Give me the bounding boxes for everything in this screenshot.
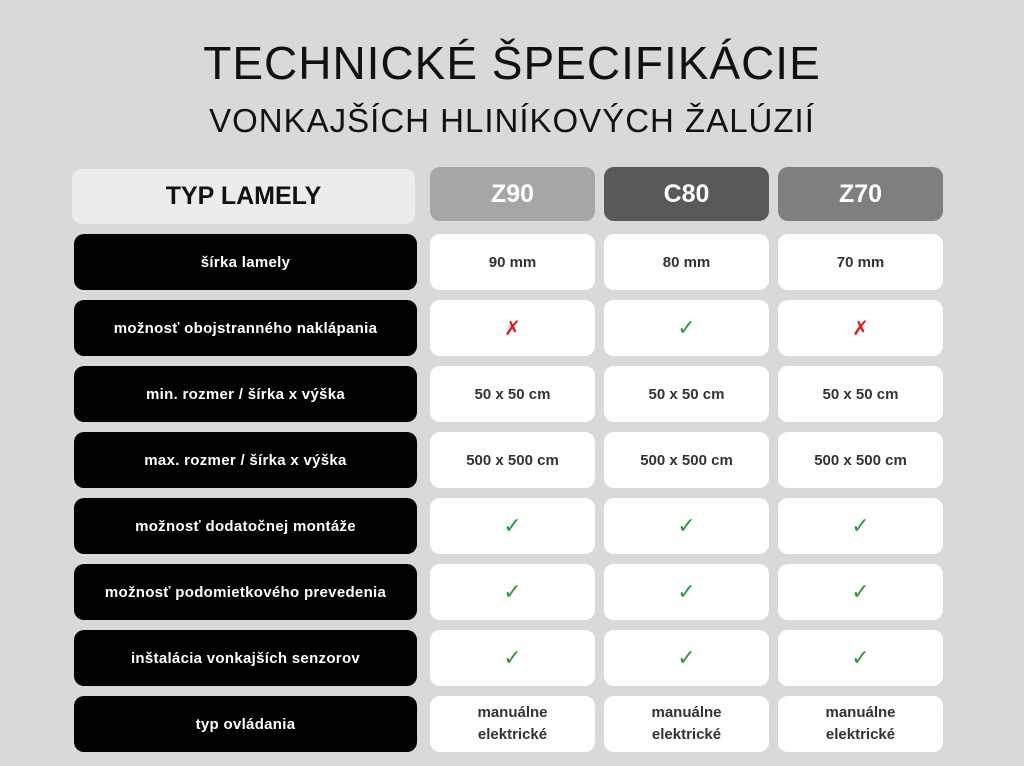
row-label: typ ovládania (74, 696, 417, 752)
column-header-z70: Z70 (778, 167, 943, 221)
table-cell: 50 x 50 cm (604, 366, 769, 422)
check-icon: ✓ (778, 630, 943, 686)
column-header-c80: C80 (604, 167, 769, 221)
check-icon: ✓ (430, 564, 595, 620)
table-cell: 90 mm (430, 234, 595, 290)
table-header-label: TYP LAMELY (72, 169, 415, 224)
row-label: min. rozmer / šírka x výška (74, 366, 417, 422)
check-icon: ✓ (778, 498, 943, 554)
page-subtitle: VONKAJŠÍCH HLINÍKOVÝCH ŽALÚZIÍ (209, 102, 815, 139)
check-icon: ✓ (604, 564, 769, 620)
table-cell: manuálne elektrické (430, 696, 595, 752)
check-icon: ✓ (604, 300, 769, 356)
table-cell: manuálne elektrické (604, 696, 769, 752)
row-label: možnosť podomietkového prevedenia (74, 564, 417, 620)
column-header-z90: Z90 (430, 167, 595, 221)
row-label: možnosť obojstranného naklápania (74, 300, 417, 356)
table-cell: 500 x 500 cm (430, 432, 595, 488)
cross-icon: ✗ (778, 300, 943, 356)
check-icon: ✓ (778, 564, 943, 620)
table-cell: 500 x 500 cm (778, 432, 943, 488)
cross-icon: ✗ (430, 300, 595, 356)
page-title: TECHNICKÉ ŠPECIFIKÁCIE (203, 37, 821, 89)
check-icon: ✓ (604, 630, 769, 686)
row-label: max. rozmer / šírka x výška (74, 432, 417, 488)
row-label: inštalácia vonkajších senzorov (74, 630, 417, 686)
table-cell: manuálne elektrické (778, 696, 943, 752)
table-cell: 50 x 50 cm (778, 366, 943, 422)
table-cell: 50 x 50 cm (430, 366, 595, 422)
check-icon: ✓ (430, 630, 595, 686)
check-icon: ✓ (430, 498, 595, 554)
check-icon: ✓ (604, 498, 769, 554)
table-cell: 500 x 500 cm (604, 432, 769, 488)
row-label: možnosť dodatočnej montáže (74, 498, 417, 554)
row-label: šírka lamely (74, 234, 417, 290)
table-cell: 70 mm (778, 234, 943, 290)
table-cell: 80 mm (604, 234, 769, 290)
